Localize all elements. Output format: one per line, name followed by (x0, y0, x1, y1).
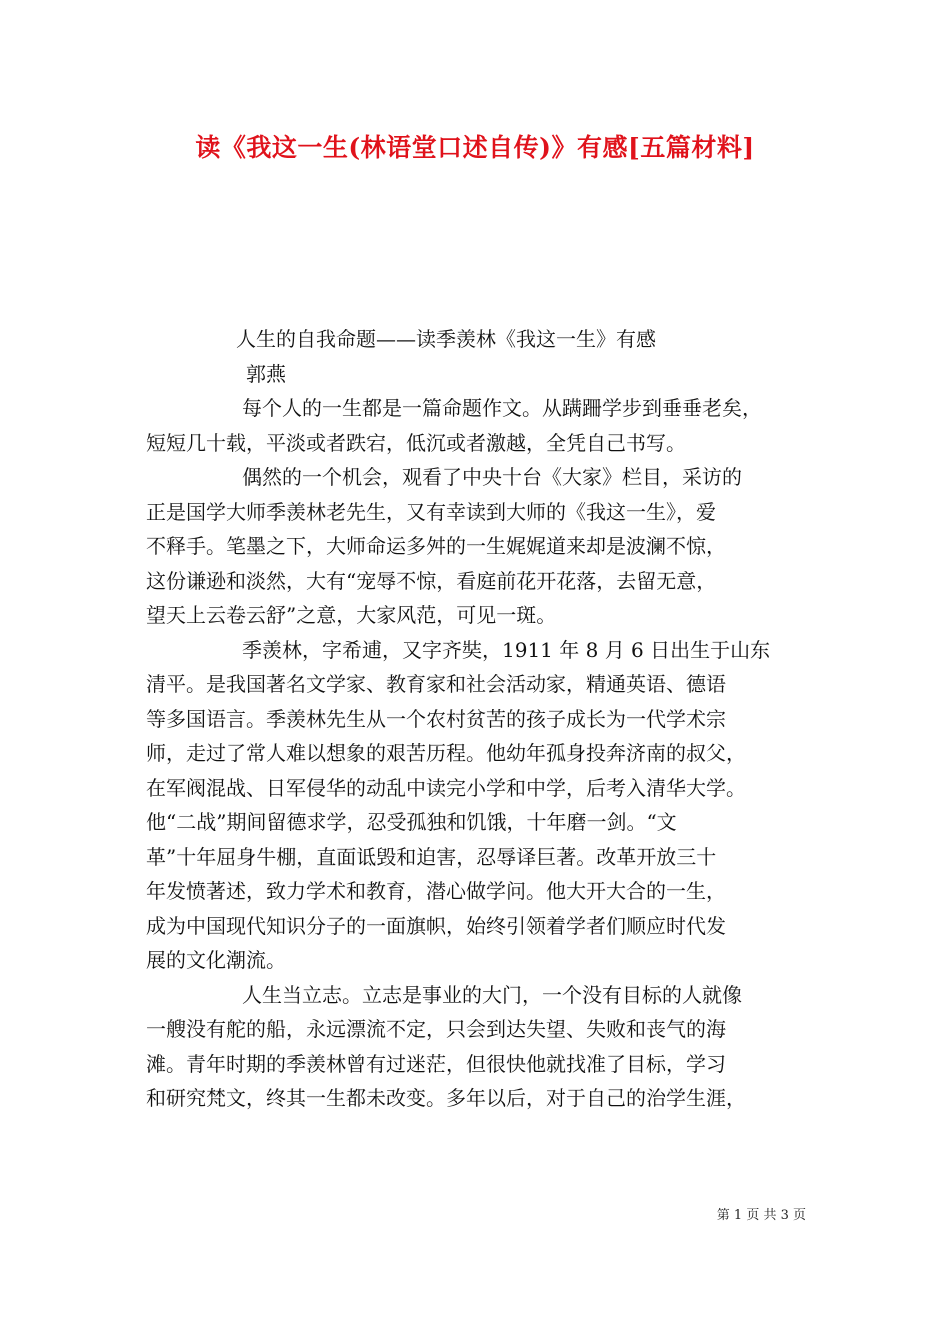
paragraph-line: 短短几十载，平淡或者跌宕，低沉或者激越，全凭自己书写。 (146, 430, 686, 455)
page-number: 第 1 页 共 3 页 (716, 1208, 806, 1223)
paragraph-line: 在军阀混战、日军侵华的动乱中读完小学和中学，后考入清华大学。 (146, 775, 746, 800)
paragraph-line: 季羡林，字希逋，又字齐奘，1911 年 8 月 6 日出生于山东 (242, 637, 771, 662)
paragraph-line: 他“二战”期间留德求学，忍受孤独和饥饿，十年磨一剑。“文 (146, 810, 677, 834)
article-subtitle: 人生的自我命题——读季羡林《我这一生》有感 (236, 327, 656, 351)
paragraph-line: 年发愤著述，致力学术和教育，潜心做学问。他大开大合的一生， (146, 879, 726, 903)
article-body (146, 322, 818, 1116)
paragraph-4 (146, 978, 818, 1116)
paragraph-line: 一艘没有舵的船，永远漂流不定，只会到达失望、失败和丧气的海 (146, 1017, 726, 1041)
document-title: 读《我这一生(林语堂口述自传)》有感[五篇材料] (195, 133, 755, 162)
paragraph-1 (146, 391, 818, 460)
paragraph-line: 展的文化潮流。 (146, 948, 286, 972)
paragraph-line: 人生当立志。立志是事业的大门，一个没有目标的人就像 (242, 982, 742, 1007)
paragraph-line: 等多国语言。季羡林先生从一个农村贫苦的孩子成长为一代学术宗 (146, 706, 726, 731)
paragraph-3 (146, 633, 818, 978)
paragraph-line: 和研究梵文，终其一生都未改变。多年以后，对于自己的治学生涯， (146, 1086, 746, 1110)
paragraph-line: 滩。青年时期的季羡林曾有过迷茫，但很快他就找准了目标，学习 (146, 1051, 726, 1076)
paragraph-line: 师，走过了常人难以想象的艰苦历程。他幼年孤身投奔济南的叔父， (146, 741, 746, 765)
paragraph-line: 不释手。笔墨之下，大师命运多舛的一生娓娓道来却是波澜不惊， (146, 534, 726, 558)
paragraph-2 (146, 460, 818, 633)
paragraph-line: 这份谦逊和淡然，大有“宠辱不惊，看庭前花开花落，去留无意， (146, 568, 717, 593)
paragraph-line: 革”十年屈身牛棚，直面诋毁和迫害，忍辱译巨著。改革开放三十 (146, 844, 717, 869)
paragraph-line: 偶然的一个机会，观看了中央十台《大家》栏目，采访的 (242, 465, 742, 489)
paragraph-line: 望天上云卷云舒”之意，大家风范，可见一斑。 (146, 603, 557, 627)
article-author: 郭燕 (246, 361, 286, 386)
paragraph-line: 正是国学大师季羡林老先生，又有幸读到大师的《我这一生》，爱 (146, 499, 716, 524)
paragraph-line: 清平。是我国著名文学家、教育家和社会活动家，精通英语、德语 (146, 672, 726, 696)
paragraph-line: 每个人的一生都是一篇命题作文。从蹒跚学步到垂垂老矣， (242, 396, 762, 420)
paragraph-line: 成为中国现代知识分子的一面旗帜，始终引领着学者们顺应时代发 (146, 913, 726, 938)
